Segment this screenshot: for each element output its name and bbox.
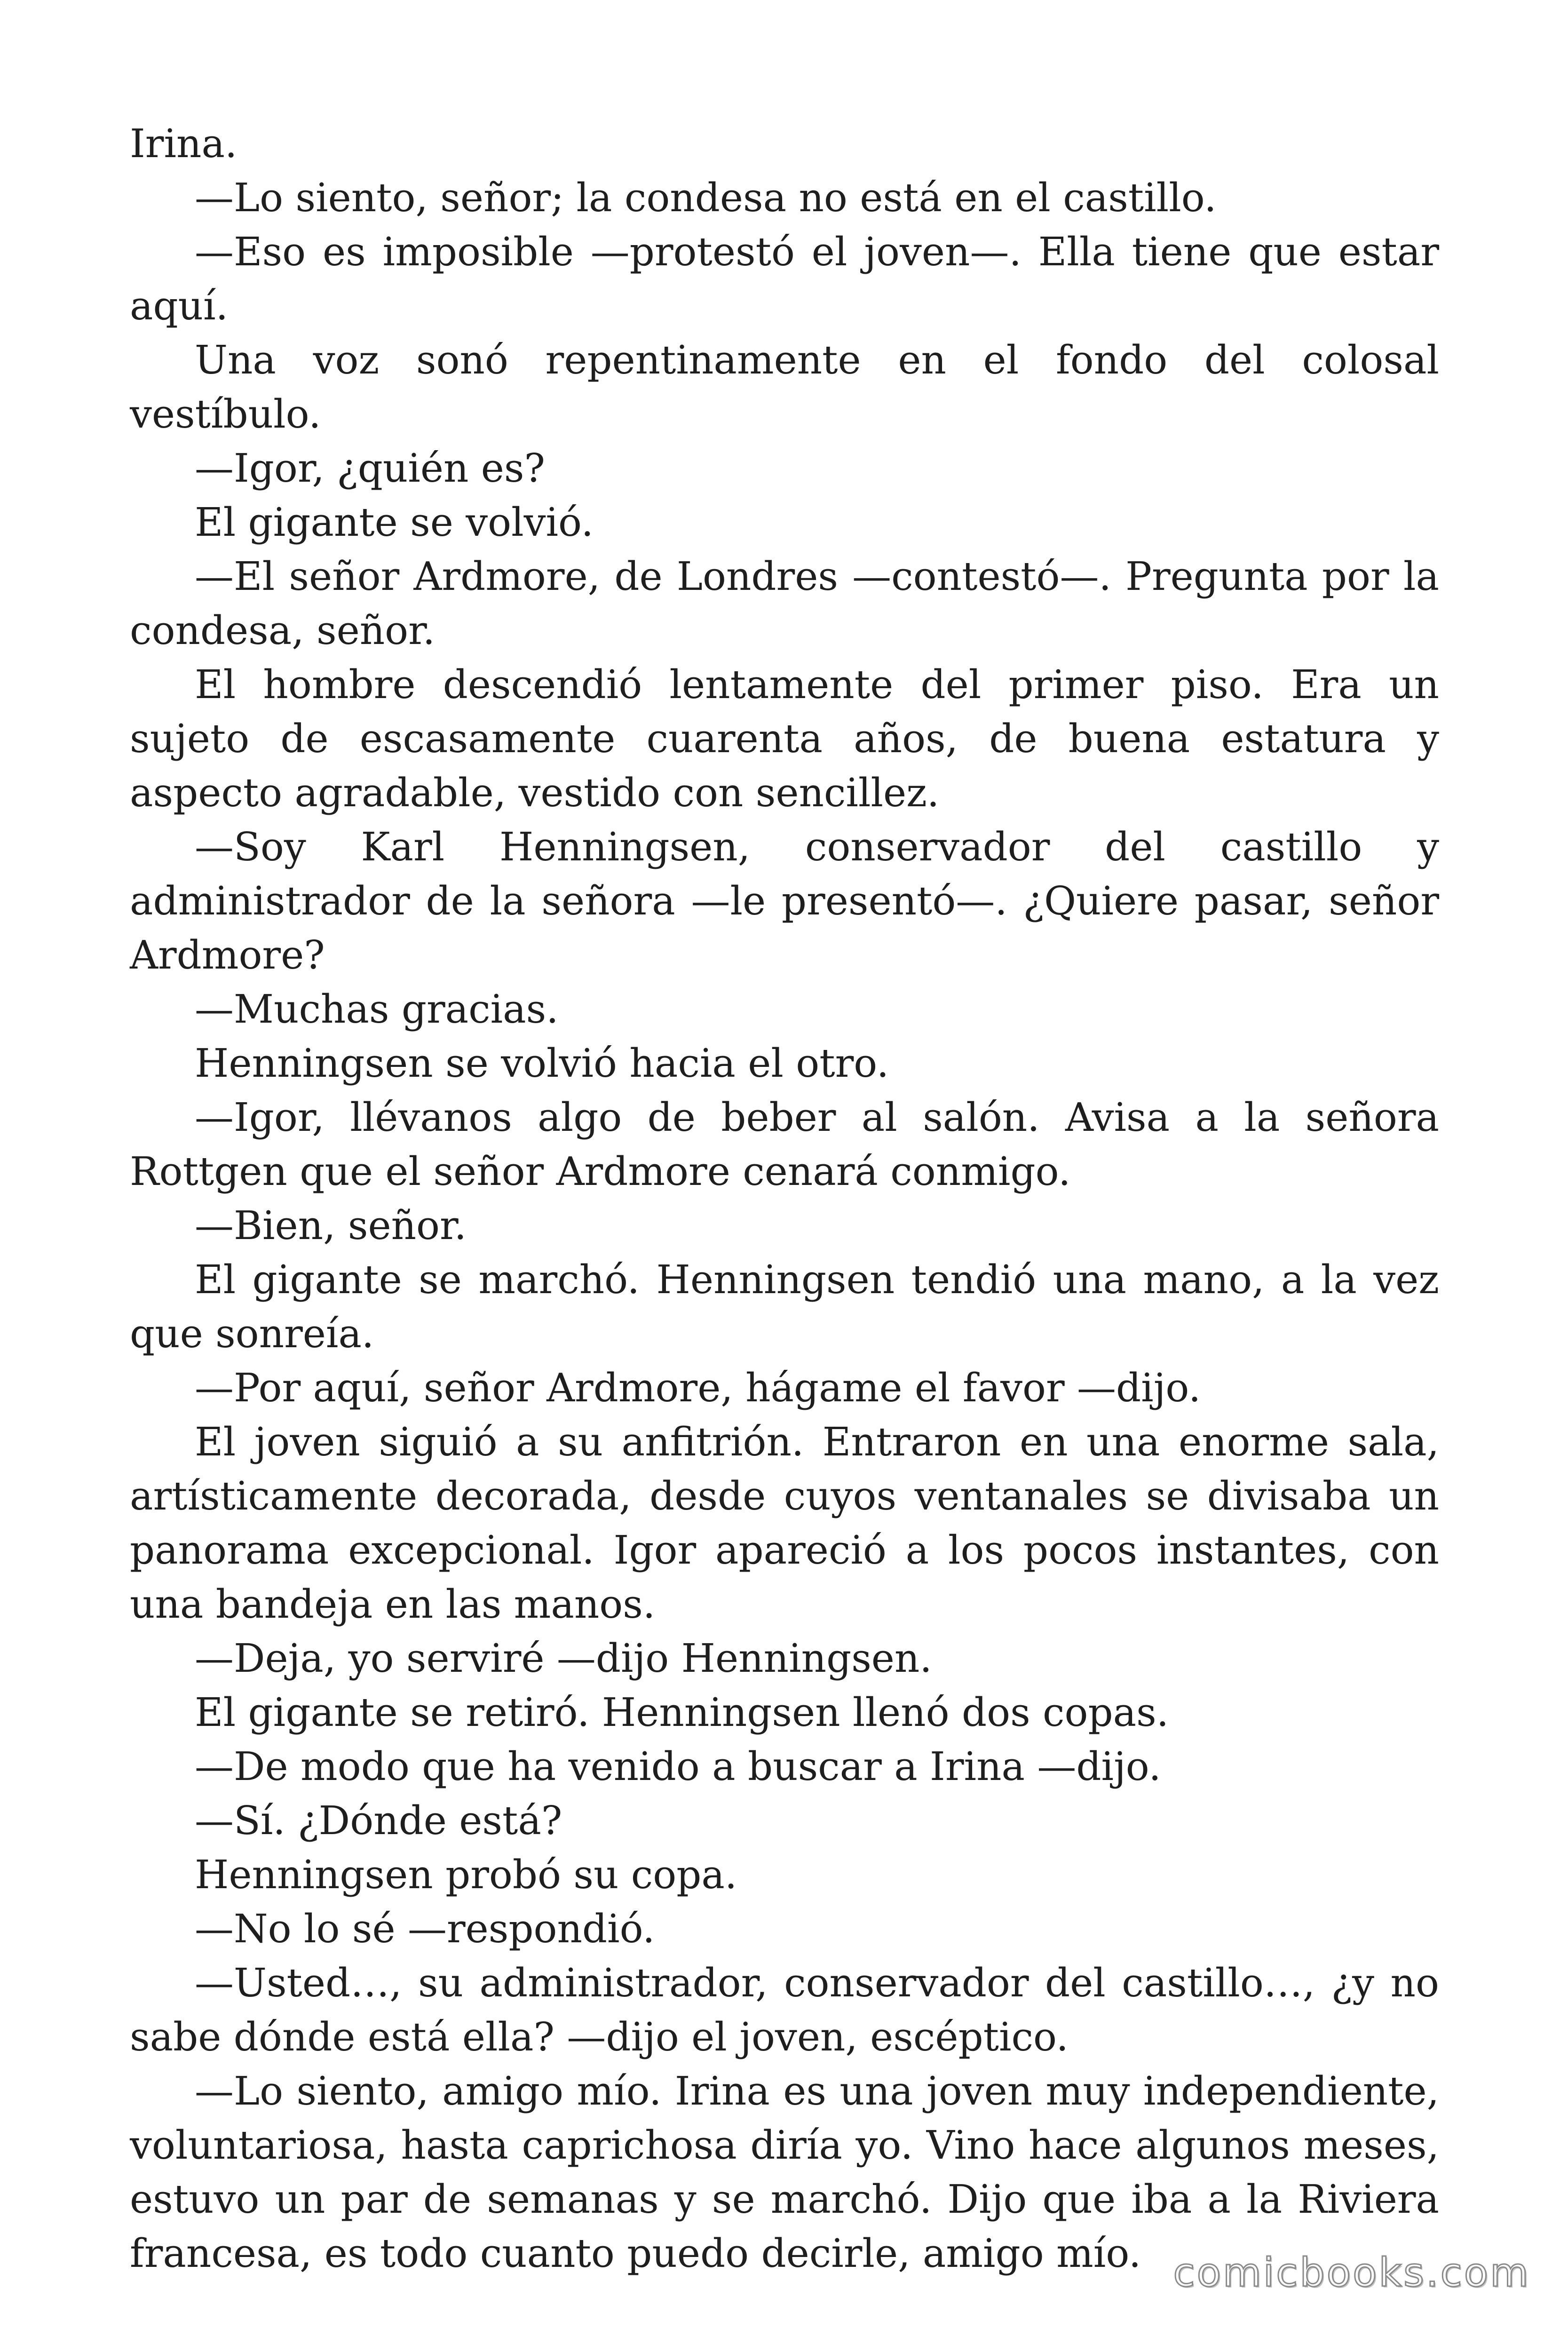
paragraph: —Lo siento, señor; la condesa no está en el castillo. [195, 175, 1217, 221]
page-content [130, 117, 1439, 2280]
paragraph: Henningsen probó su copa. [195, 1852, 737, 1898]
watermark-logo: comicbooks.com [1173, 2249, 1530, 2296]
paragraph: El gigante se retiró. Henningsen llenó dos copas. [195, 1690, 1169, 1735]
paragraph: El gigante se marchó. Henningsen tendió una mano, a la vez que sonreía. [130, 1257, 1439, 1357]
paragraph: —Muchas gracias. [195, 986, 559, 1032]
paragraph: —Por aquí, señor Ardmore, hágame el favor —dijo. [195, 1365, 1201, 1411]
paragraph: —Eso es imposible —protestó el joven—. Ella tiene que estar aquí. [130, 229, 1439, 329]
paragraph: —Lo siento, amigo mío. Irina es una joven muy independiente, voluntariosa, hasta caprichosa diría yo. Vino hace algunos meses, estuvo un par de semanas y se marchó. Dijo que iba a la Riviera francesa, es todo cuanto puedo decirle, amigo mío. [130, 2068, 1439, 2276]
paragraph: Una voz sonó repentinamente en el fondo del colosal vestíbulo. [130, 337, 1439, 437]
paragraph: —Bien, señor. [195, 1203, 467, 1248]
paragraph: —Deja, yo serviré —dijo Henningsen. [195, 1636, 932, 1681]
paragraph: —El señor Ardmore, de Londres —contestó—. Pregunta por la condesa, señor. [130, 554, 1439, 653]
paragraph: —Soy Karl Henningsen, conservador del castillo y administrador de la señora —le presentó—. ¿Quiere pasar, señor Ardmore? [130, 824, 1439, 978]
paragraph: —No lo sé —respondió. [195, 1906, 655, 1952]
paragraph: El gigante se volvió. [195, 500, 594, 545]
paragraph: —Igor, ¿quién es? [195, 445, 546, 491]
paragraph: Henningsen se volvió hacia el otro. [195, 1041, 889, 1086]
body-text [130, 117, 1439, 2280]
paragraph: El hombre descendió lentamente del primer piso. Era un sujeto de escasamente cuarenta años, de buena estatura y aspecto agradable, vestido con sencillez. [130, 662, 1439, 816]
paragraph: —Sí. ¿Dónde está? [195, 1798, 562, 1843]
paragraph: —Usted…, su administrador, conservador del castillo…, ¿y no sabe dónde está ella? —dijo el joven, escéptico. [130, 1960, 1439, 2060]
paragraph: El joven siguió a su anfitrión. Entraron en una enorme sala, artísticamente decorada, desde cuyos ventanales se divisaba un panorama excepcional. Igor apareció a los pocos instantes, con una bandeja en las manos. [130, 1419, 1439, 1627]
paragraph: —Igor, llévanos algo de beber al salón. Avisa a la señora Rottgen que el señor Ardmore cenará conmigo. [130, 1095, 1439, 1194]
paragraph: Irina. [130, 121, 238, 167]
paragraph: —De modo que ha venido a buscar a Irina —dijo. [195, 1744, 1161, 1789]
